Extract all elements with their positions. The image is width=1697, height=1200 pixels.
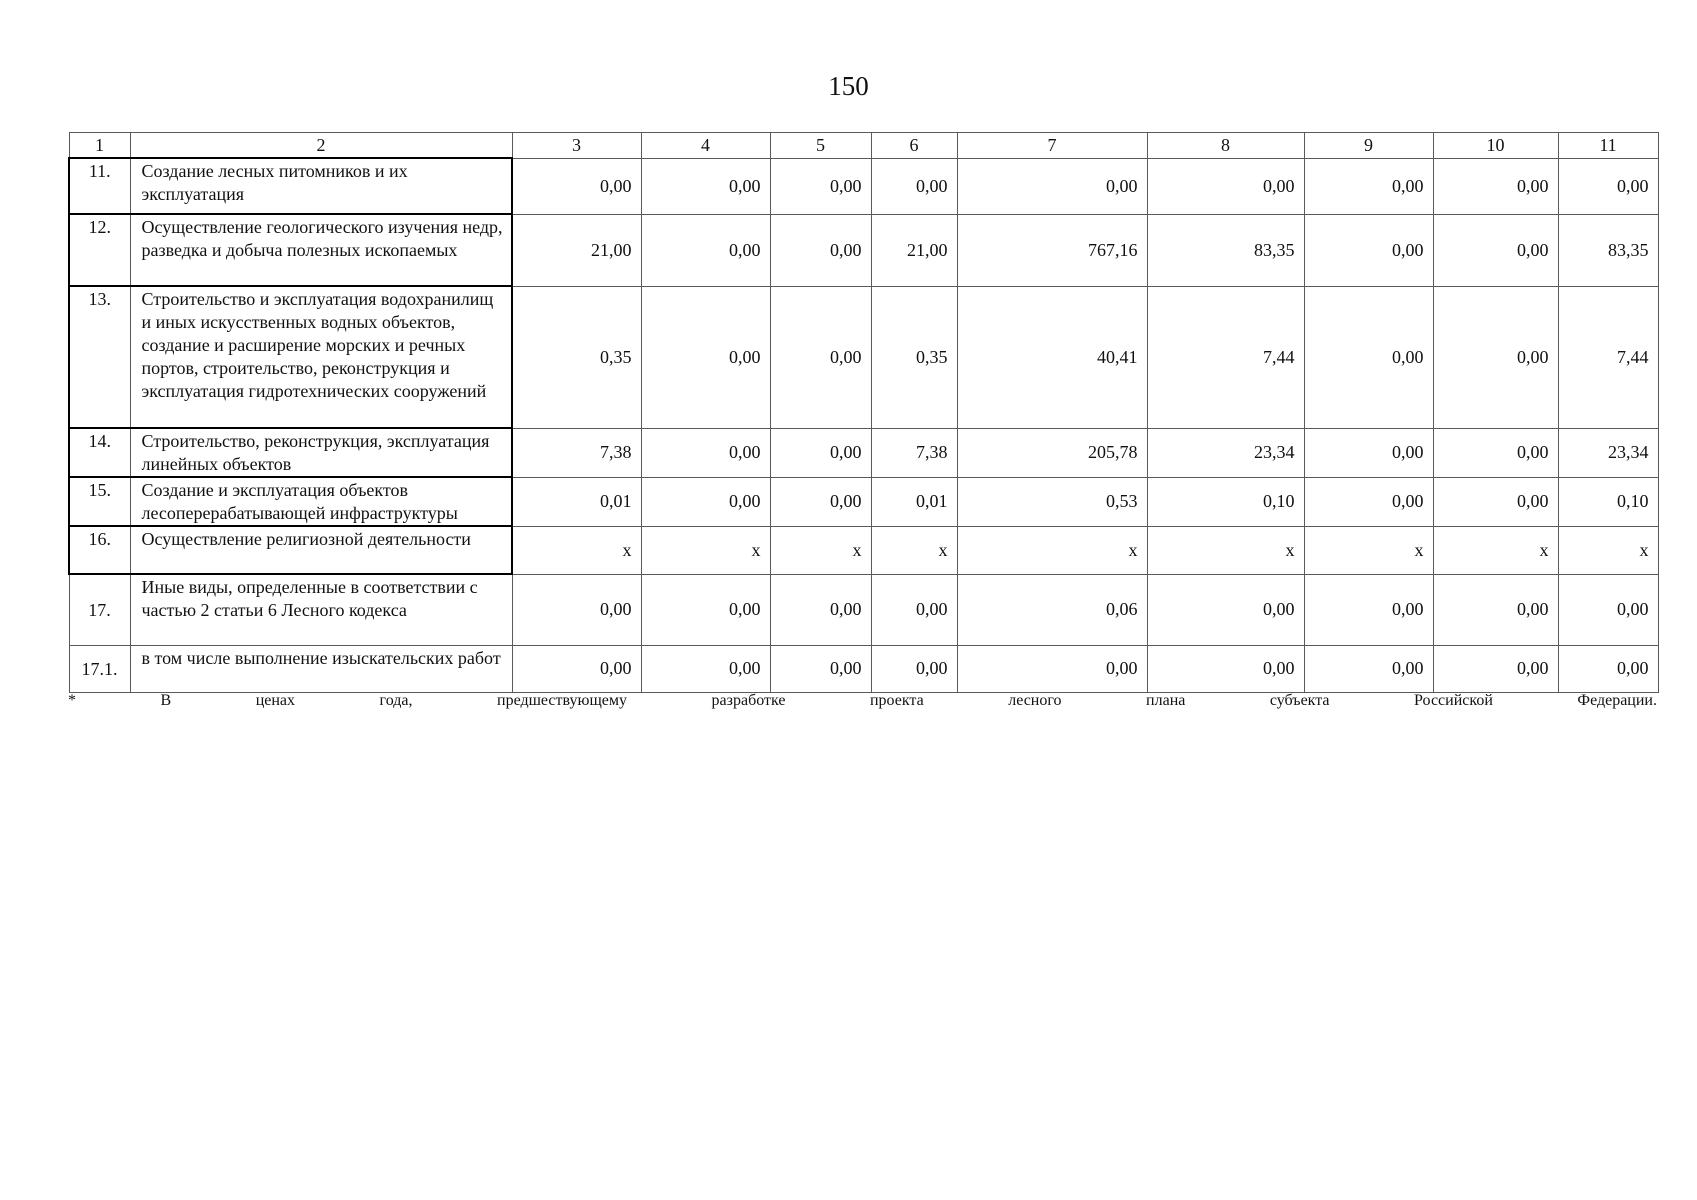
value-cell: 0,00 <box>871 158 957 214</box>
footnote-word: разработке <box>711 692 786 709</box>
footnote-word: предшествующему <box>497 692 628 709</box>
row-number: 17. <box>69 574 130 645</box>
value-cell: 0,00 <box>770 477 871 526</box>
row-description: Осуществление религиозной деятельности <box>130 526 512 574</box>
table-row <box>69 214 1658 286</box>
footnote-word: года, <box>379 692 413 709</box>
page-number: 150 <box>828 71 869 101</box>
value-cell: 0,00 <box>1433 428 1558 477</box>
data-table <box>68 132 1659 693</box>
row-description: Строительство и эксплуатация водохранилищ и иных искусственных водных объектов, создание и расширение морских и речных портов, строительство, реконструкция и эксплуатация гидротехнических сооружений <box>130 286 512 428</box>
value-cell: x <box>1433 526 1558 574</box>
value-cell: 0,00 <box>641 477 770 526</box>
value-cell: 0,10 <box>1147 477 1304 526</box>
value-cell: 0,00 <box>957 645 1147 692</box>
row-description: в том числе выполнение изыскательских работ <box>130 645 512 692</box>
value-cell: 7,44 <box>1558 286 1658 428</box>
header-cell: 10 <box>1433 133 1558 159</box>
row-number: 16. <box>69 526 130 574</box>
header-cell: 7 <box>957 133 1147 159</box>
value-cell: 0,53 <box>957 477 1147 526</box>
header-cell: 1 <box>69 133 130 159</box>
value-cell: 0,35 <box>871 286 957 428</box>
row-number: 15. <box>69 477 130 526</box>
value-cell: x <box>1558 526 1658 574</box>
row-number: 11. <box>69 158 130 214</box>
value-cell: 0,00 <box>641 645 770 692</box>
value-cell: 0,00 <box>1558 574 1658 645</box>
value-cell: x <box>770 526 871 574</box>
header-cell: 2 <box>130 133 512 159</box>
value-cell: 0,00 <box>957 158 1147 214</box>
value-cell: 23,34 <box>1558 428 1658 477</box>
value-cell: x <box>1304 526 1433 574</box>
value-cell: 0,00 <box>512 158 641 214</box>
value-cell: 0,00 <box>1433 645 1558 692</box>
footnote-word: плана <box>1146 692 1186 709</box>
value-cell: 0,00 <box>871 645 957 692</box>
value-cell: 83,35 <box>1558 214 1658 286</box>
table-row <box>69 158 1658 214</box>
value-cell: 7,38 <box>871 428 957 477</box>
footnote-word: Федерации. <box>1577 692 1657 709</box>
value-cell: 0,00 <box>770 214 871 286</box>
footnote-word: * <box>68 692 76 709</box>
value-cell: 0,00 <box>1433 158 1558 214</box>
value-cell: 0,00 <box>1433 477 1558 526</box>
header-cell: 8 <box>1147 133 1304 159</box>
value-cell: 0,00 <box>1147 574 1304 645</box>
value-cell: 0,00 <box>770 428 871 477</box>
row-number: 13. <box>69 286 130 428</box>
value-cell: 0,00 <box>641 574 770 645</box>
row-description: Строительство, реконструкция, эксплуатация линейных объектов <box>130 428 512 477</box>
value-cell: 0,00 <box>1304 214 1433 286</box>
value-cell: x <box>871 526 957 574</box>
value-cell: 0,10 <box>1558 477 1658 526</box>
table-row <box>69 477 1658 526</box>
row-description: Осуществление геологического изучения недр, разведка и добыча полезных ископаемых <box>130 214 512 286</box>
table-row <box>69 286 1658 428</box>
value-cell: 0,00 <box>1304 645 1433 692</box>
row-description: Создание лесных питомников и их эксплуатация <box>130 158 512 214</box>
header-cell: 4 <box>641 133 770 159</box>
value-cell: 767,16 <box>957 214 1147 286</box>
header-cell: 6 <box>871 133 957 159</box>
row-description: Создание и эксплуатация объектов лесоперерабатывающей инфраструктуры <box>130 477 512 526</box>
value-cell: 0,00 <box>1304 286 1433 428</box>
value-cell: 205,78 <box>957 428 1147 477</box>
value-cell: 0,00 <box>770 286 871 428</box>
value-cell: 0,00 <box>1304 428 1433 477</box>
table-row <box>69 428 1658 477</box>
value-cell: 21,00 <box>871 214 957 286</box>
value-cell: 0,00 <box>1433 574 1558 645</box>
table-row <box>69 645 1658 692</box>
value-cell: 0,00 <box>871 574 957 645</box>
value-cell: 0,00 <box>1304 574 1433 645</box>
value-cell: 0,00 <box>641 158 770 214</box>
value-cell: 7,38 <box>512 428 641 477</box>
row-number: 12. <box>69 214 130 286</box>
value-cell: 0,06 <box>957 574 1147 645</box>
value-cell: 21,00 <box>512 214 641 286</box>
value-cell: 23,34 <box>1147 428 1304 477</box>
value-cell: 0,00 <box>1147 645 1304 692</box>
value-cell: 0,00 <box>641 286 770 428</box>
value-cell: 0,00 <box>1304 158 1433 214</box>
value-cell: 0,00 <box>770 645 871 692</box>
table-row <box>69 574 1658 645</box>
value-cell: x <box>1147 526 1304 574</box>
footnote-word: проекта <box>869 692 924 709</box>
value-cell: 0,00 <box>512 574 641 645</box>
value-cell: 0,35 <box>512 286 641 428</box>
value-cell: 7,44 <box>1147 286 1304 428</box>
row-number: 17.1. <box>69 645 130 692</box>
value-cell: 0,00 <box>641 428 770 477</box>
value-cell: 0,00 <box>1433 286 1558 428</box>
value-cell: 0,00 <box>1304 477 1433 526</box>
value-cell: 0,01 <box>512 477 641 526</box>
value-cell: x <box>957 526 1147 574</box>
row-description: Иные виды, определенные в соответствии с частью 2 статьи 6 Лесного кодекса <box>130 574 512 645</box>
header-cell: 9 <box>1304 133 1433 159</box>
header-cell: 11 <box>1558 133 1658 159</box>
value-cell: 0,00 <box>770 574 871 645</box>
footnote-word: ценах <box>255 692 296 709</box>
footnote-word: лесного <box>1008 692 1062 709</box>
value-cell: 0,00 <box>1558 645 1658 692</box>
header-cell: 5 <box>770 133 871 159</box>
value-cell: x <box>512 526 641 574</box>
footnote <box>68 691 1657 711</box>
header-cell: 3 <box>512 133 641 159</box>
value-cell: 0,00 <box>512 645 641 692</box>
value-cell: 0,00 <box>1147 158 1304 214</box>
footnote-word: субъекта <box>1269 692 1330 709</box>
footnote-word: В <box>160 692 172 709</box>
value-cell: x <box>641 526 770 574</box>
value-cell: 0,00 <box>641 214 770 286</box>
header-row <box>69 133 1658 159</box>
table-row <box>69 526 1658 574</box>
value-cell: 0,00 <box>1433 214 1558 286</box>
value-cell: 0,01 <box>871 477 957 526</box>
row-number: 14. <box>69 428 130 477</box>
footnote-word: Российской <box>1414 692 1493 709</box>
value-cell: 83,35 <box>1147 214 1304 286</box>
value-cell: 0,00 <box>1558 158 1658 214</box>
value-cell: 40,41 <box>957 286 1147 428</box>
value-cell: 0,00 <box>770 158 871 214</box>
